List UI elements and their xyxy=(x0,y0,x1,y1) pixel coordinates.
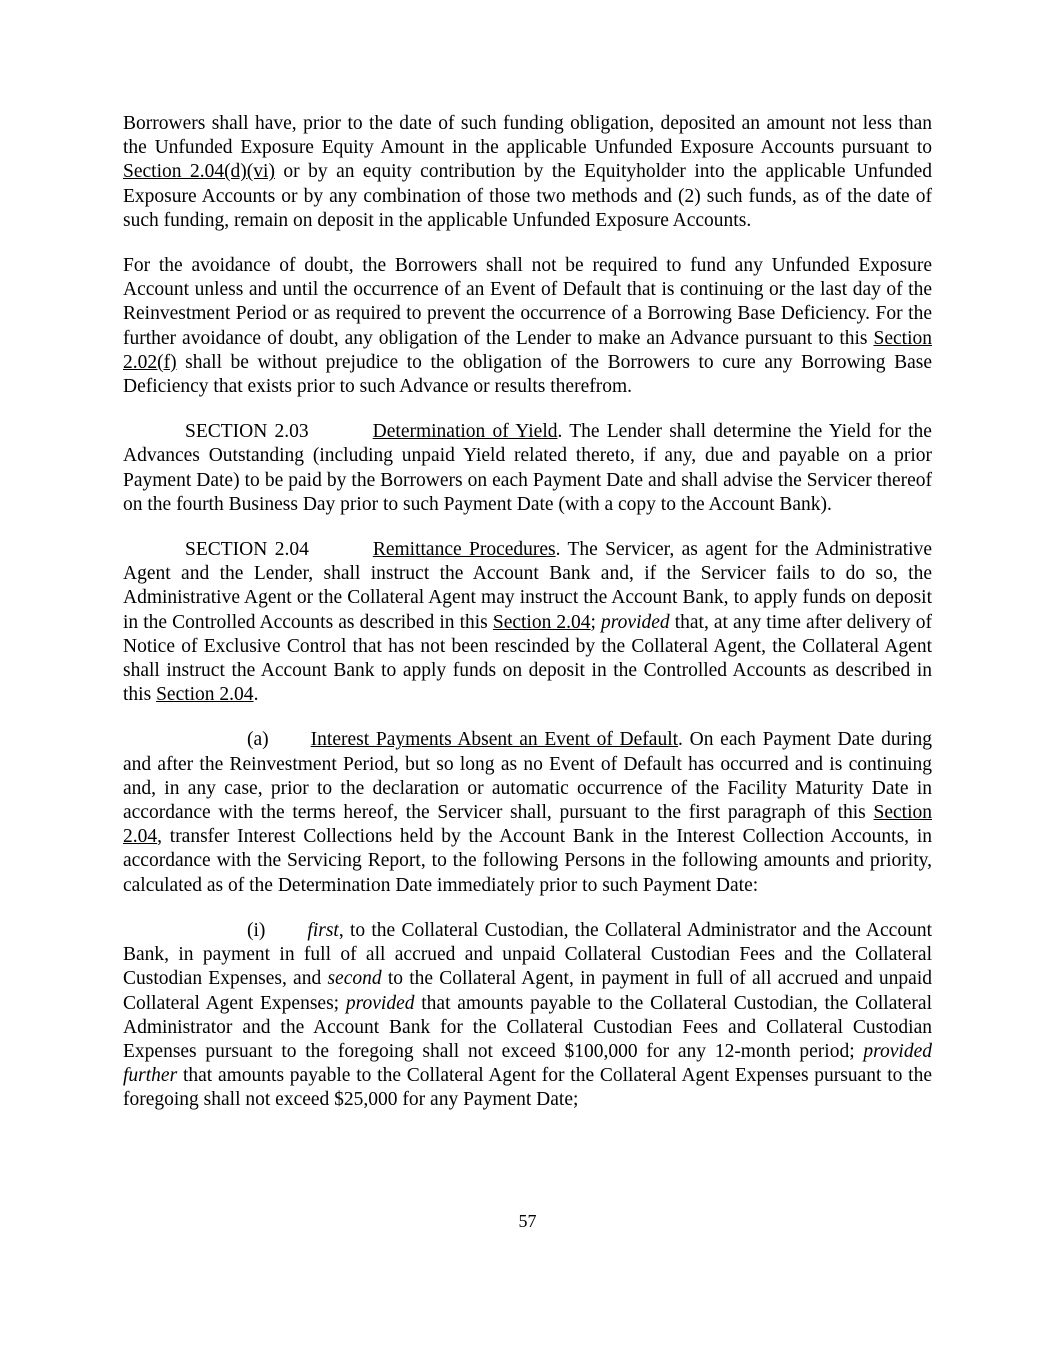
text-run: that amounts payable to the Collateral Custodian, the Collateral Administrator and the Account Bank for the Collateral Custodian Fees and Collateral Custodian Expenses pursuant to the foregoing shall not exceed $100,000 for any 12-month period; xyxy=(123,992,932,1062)
clause-heading: Remittance Procedures xyxy=(372,539,556,561)
clause-letter: (a) xyxy=(247,729,269,751)
clause-roman: (i) xyxy=(247,919,266,941)
section-reference: Section 2.04(d)(vi) xyxy=(123,161,275,183)
para-section-2-03 xyxy=(123,420,932,517)
text-run: For the avoidance of doubt, the Borrowers shall not be required to fund any Unfunded Exposure Account unless and until the occurrence of an Event of Default that is continuing or the last day of the Reinvestment Period or as required to prevent the occurrence of a Borrowing Base Deficiency. For the further avoidance of doubt, any obligation of the Lender to make an Advance pursuant to this xyxy=(123,255,932,349)
text-run: , to the Collateral Custodian, the Collateral Administrator and the Account Bank, in payment in full of all accrued and unpaid Collateral Custodian Fees and the Collateral Custodian Expenses, and xyxy=(123,919,932,990)
text-run: that, at any time after delivery of Notice of Exclusive Control that has not been rescinded by the Collateral Agent, the Collateral Agent shall instruct the Account Bank to apply funds on deposit in the Controlled Accounts as described in this xyxy=(123,611,932,706)
emphasis-term: first xyxy=(307,919,339,941)
section-reference: Section 2.04 xyxy=(156,684,254,706)
text-run: to the Collateral Agent, in payment in full of all accrued and unpaid Collateral Agent Expenses; xyxy=(123,968,933,1014)
text-run: shall be without prejudice to the obligation of the Borrowers to cure any Borrowing Base Deficiency that exists prior to such Advance or results therefrom. xyxy=(123,351,932,398)
para-2-04-a xyxy=(123,728,932,897)
text-run: . The Servicer, as agent for the Administrative Agent and the Lender, shall instruct the Account Bank and, if the Servicer fails to do so, the Administrative Agent or the Collateral Agent may instruct the Account Bank, to apply funds on deposit in the Controlled Accounts as described in this xyxy=(123,539,932,633)
emphasis-term: provided xyxy=(345,992,415,1014)
section-number: SECTION 2.04 xyxy=(185,539,309,561)
text-run: . The Lender shall determine the Yield for the Advances Outstanding (including unpaid Yield related thereto, if any, due and payable on a prior Payment Date) to be paid by the Borrowers on each Payment Date and shall advise the Servicer thereof on the fourth Business Day prior to such Payment Date (with a copy to the Account Bank). xyxy=(123,421,932,515)
text-run: . On each Payment Date during and after the Reinvestment Period, but so long as no Event of Default has occurred and is continuing and, in any case, prior to the declaration or automatic occurrence of the Facility Maturity Date in accordance with the terms hereof, the Servicer shall, pursuant to the first paragraph of this xyxy=(123,729,932,824)
page-number: 57 xyxy=(518,1211,537,1231)
clause-heading: Interest Payments Absent an Event of Default xyxy=(310,729,679,751)
para-section-2-04 xyxy=(123,538,932,707)
text-run: that amounts payable to the Collateral Agent for the Collateral Agent Expenses pursuant to the foregoing shall not exceed $25,000 for any Payment Date; xyxy=(123,1065,932,1111)
section-reference: Section 2.02(f) xyxy=(123,327,932,373)
section-reference: Section 2.04 xyxy=(123,802,932,848)
text-run: or by an equity contribution by the Equityholder into the applicable Unfunded Exposure Accounts or by any combination of those two methods and (2) such funds, as of the date of such funding, remain on deposit in the applicable Unfunded Exposure Accounts. xyxy=(123,161,932,231)
para-funding-obligation xyxy=(123,112,932,233)
text-run: , transfer Interest Collections held by the Account Bank in the Interest Collection Accounts, in accordance with the Servicing Report, to the following Persons in the following amounts and priority, calculated as of the Determination Date immediately prior to such Payment Date: xyxy=(123,826,932,896)
emphasis-term: provided xyxy=(601,611,670,633)
emphasis-term: provided further xyxy=(123,1040,932,1087)
section-reference: Section 2.04 xyxy=(492,611,591,633)
text-run: ; xyxy=(590,611,602,633)
emphasis-term: second xyxy=(327,968,382,990)
document-body xyxy=(123,112,932,1134)
text-run: Borrowers shall have, prior to the date of such funding obligation, deposited an amount not less than the Unfunded Exposure Equity Amount in the applicable Unfunded Exposure Accounts pursuant to xyxy=(123,113,932,159)
para-2-04-a-i xyxy=(123,919,932,1113)
text-run: . xyxy=(253,684,259,706)
section-number: SECTION 2.03 xyxy=(185,421,309,443)
clause-heading: Determination of Yield xyxy=(372,421,558,443)
para-avoidance-of-doubt xyxy=(123,254,932,399)
